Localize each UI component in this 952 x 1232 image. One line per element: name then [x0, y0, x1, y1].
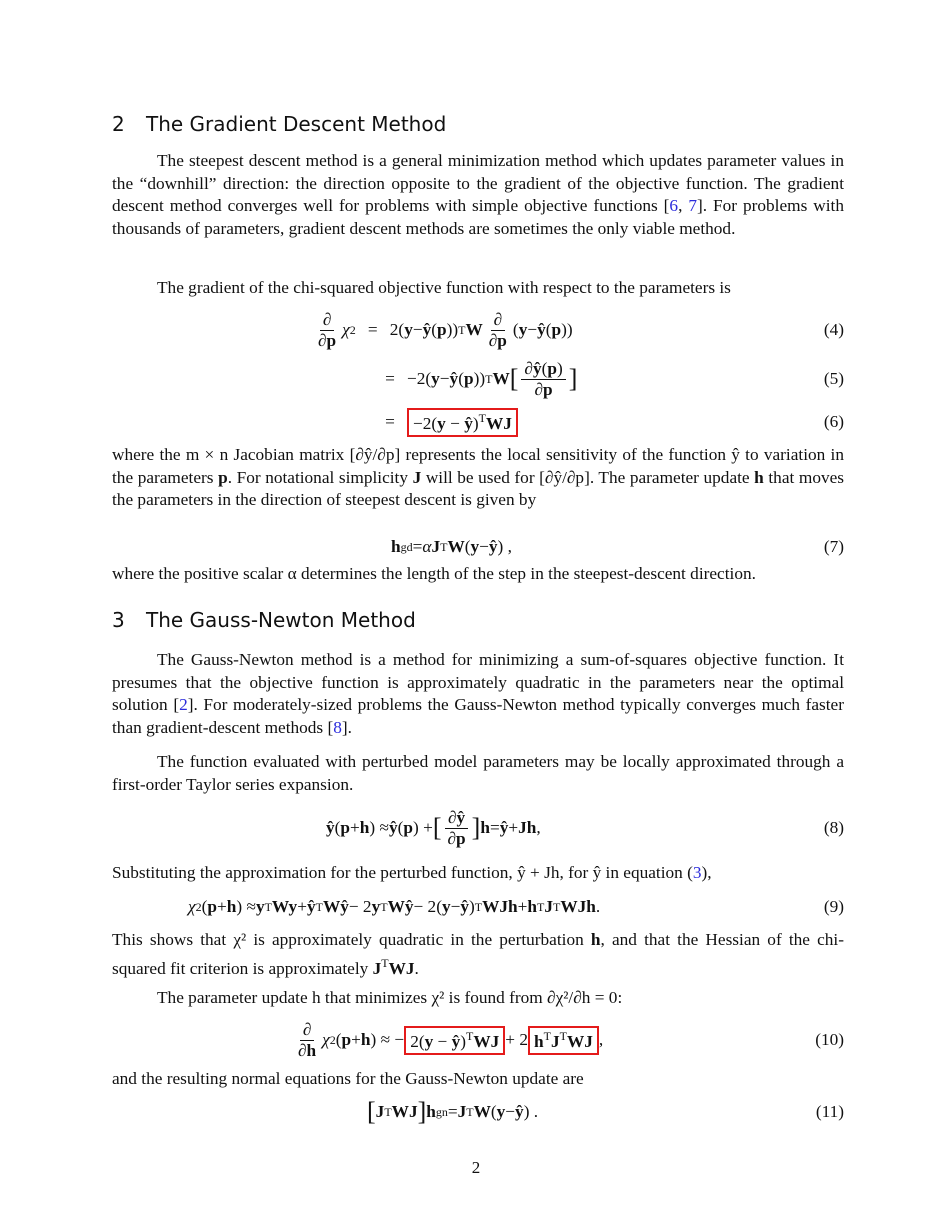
section-3-paragraph-1: The Gauss-Newton method is a method for minimizing a sum-of-squares objective function. It presumes that the objective function is approximately quadratic in the parameters near the optimal solution [2]. For moderately-sized problems the Gauss-Newton method typically converges much faster than gradient-descent methods [8].: [112, 650, 844, 737]
section-2-paragraph-2: The gradient of the chi-squared objective function with respect to the parameters is: [157, 278, 731, 297]
citation-link[interactable]: 8: [333, 717, 342, 737]
equation-number: (9): [823, 897, 844, 916]
equation-9: χ 2 ( p + h ) ≈ y T Wy + ŷ T Wŷ − 2 y T Wŷ − 2( y − ŷ ) T WJh + h T J T WJh . (9): [112, 885, 844, 929]
equation-4: $\frac{\partial}{\partial p}$ χ 2 = 2( y − ŷ ( p )) T W $\frac{\partial}{\partial p}$ ( y − ŷ ( p )) (4): [112, 308, 844, 352]
equation-number: (7): [823, 537, 844, 556]
section-2-number: 2: [112, 112, 125, 136]
section-3-number: 3: [112, 608, 125, 632]
equation-number: (4): [823, 320, 844, 339]
equation-11: [ J T WJ ] h gn = J T W ( y − ŷ ) . (11): [112, 1090, 844, 1134]
section-3-paragraph-4: This shows that χ² is approximately quadratic in the perturbation h, and that the Hessian of the chi-squared fit criterion is approximately $J^TWJ$.: [112, 930, 844, 978]
section-3-paragraph-3: Substituting the approximation for the perturbed function, ŷ + Jh, for ŷ in equation (3),: [112, 863, 712, 882]
section-2-paragraph-1: The steepest descent method is a general minimization method which updates parameter values in the “downhill” direction: the direction opposite to the gradient of the objective function. The gradient descent method converges well for problems with simple objective functions [6, 7]. For problems with thousands of parameters, gradient descent methods are sometimes the only viable method.: [112, 151, 844, 238]
section-2-heading: [112, 112, 446, 136]
citation-link[interactable]: 6: [669, 196, 679, 215]
citation-link[interactable]: 7: [688, 196, 697, 215]
section-3-paragraph-2: The function evaluated with perturbed model parameters may be locally approximated through a first-order Taylor series expansion.: [112, 752, 844, 794]
section-2-title: The Gradient Descent Method: [146, 112, 447, 136]
section-3-heading: [112, 608, 416, 632]
highlight-box: $h^TJ^TWJ$: [528, 1026, 599, 1055]
citation-link[interactable]: 3: [692, 863, 702, 882]
section-3-paragraph-5: The parameter update h that minimizes χ² is found from ∂χ²/∂h = 0:: [157, 988, 623, 1007]
equation-7: h gd = α J T W ( y − ŷ ) , (7): [112, 525, 844, 569]
page-number: 2: [471, 1158, 481, 1177]
section-3-title: The Gauss-Newton Method: [146, 608, 416, 632]
section-2-paragraph-3: where the m × n Jacobian matrix [∂ŷ/∂p] represents the local sensitivity of the function ŷ to variation in the parameters p. For notational simplicity J will be used for [∂ŷ/∂p]. The parameter update h that moves the parameters in the direction of steepest descent is given by: [112, 445, 844, 509]
equation-number: (8): [823, 818, 844, 837]
highlight-box: 2(y − ŷ)$^T$WJ: [404, 1026, 505, 1055]
equation-number: (6): [823, 412, 844, 431]
equation-number: (11): [815, 1102, 844, 1121]
equation-5: = −2( y − ŷ ( p )) T W [ $\frac{\partial ŷ(p)}{\partial p}$ ] (5): [112, 357, 844, 401]
equation-number: (10): [815, 1030, 844, 1049]
equation-number: (5): [823, 369, 844, 388]
section-3-paragraph-6: and the resulting normal equations for the Gauss-Newton update are: [112, 1069, 584, 1088]
equation-10: $\frac{\partial}{\partial h}$ χ 2 ( p + h ) ≈ − 2(y − ŷ)$^T$WJ + 2 $h^TJ^TWJ$ , (10): [112, 1018, 844, 1062]
section-2-paragraph-4: where the positive scalar α determines the length of the step in the steepest-descent direction.: [112, 564, 756, 583]
citation-link[interactable]: 2: [179, 695, 188, 714]
highlight-box: −2(y − ŷ)$^T$WJ: [407, 408, 518, 437]
equation-8: ŷ ( p + h ) ≈ ŷ ( p ) + [ $\frac{\partial ŷ}{\partial p}$ ] h = ŷ + Jh , (8): [112, 806, 844, 850]
equation-6: = −2(y − ŷ)$^T$WJ (6): [112, 400, 844, 444]
